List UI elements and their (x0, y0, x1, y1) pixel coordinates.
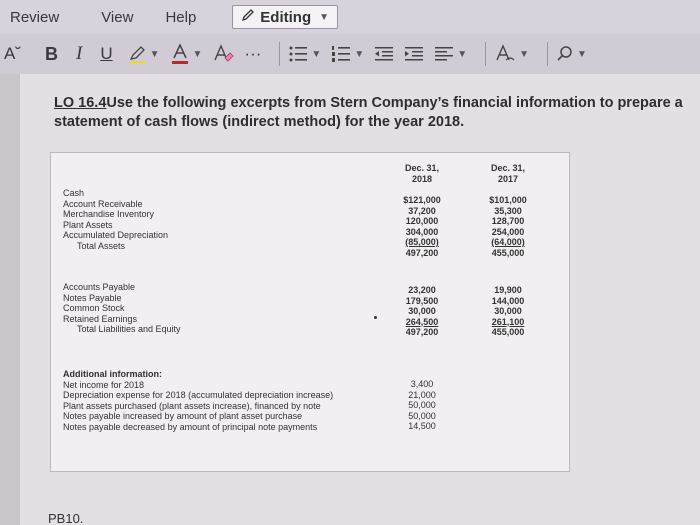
chevron-down-icon: ▼ (311, 48, 322, 60)
decrease-indent-icon (374, 45, 394, 63)
numbering-button[interactable] (331, 40, 364, 68)
problem-number: PB10. (48, 511, 84, 525)
problem-heading (54, 94, 684, 132)
more-options-button[interactable]: ··· (244, 44, 262, 63)
underline-button[interactable]: U (100, 44, 113, 63)
list-item: Depreciation expense for 2018 (accumulated depreciation increase) (63, 390, 334, 400)
list-item: Notes payable increased by amount of plant asset purchase (63, 411, 303, 421)
total-cell: 455,000 (491, 327, 525, 337)
menu-view[interactable]: View (101, 8, 134, 26)
formatting-toolbar (0, 34, 700, 74)
table-cell: 144,000 (491, 295, 525, 306)
liabilities-labels (63, 282, 181, 335)
toolbar-divider (485, 42, 486, 66)
table-row-label: Account Receivable (63, 198, 143, 209)
table-row-label: Accounts Payable (63, 282, 136, 292)
increase-indent-icon (404, 45, 424, 63)
table-cell: 23,200 (408, 285, 436, 295)
chevron-down-icon: ▼ (354, 48, 365, 60)
additional-info-labels (63, 369, 333, 432)
table-cell: 254,000 (491, 226, 525, 237)
chevron-down-icon: ▼ (192, 48, 203, 60)
column-header-2018-line2: 2018 (411, 174, 433, 184)
table-cell: 30,000 (494, 306, 522, 316)
table-row-label: Merchandise Inventory (63, 209, 155, 219)
italic-button[interactable]: I (76, 43, 83, 64)
column-header-2017 (479, 163, 537, 185)
chevron-down-icon: ▼ (519, 48, 530, 60)
alignment-button[interactable] (434, 40, 467, 68)
list-item-value: 21,000 (408, 389, 436, 400)
highlight-button[interactable] (127, 40, 160, 68)
chevron-down-icon: ▼ (319, 11, 330, 23)
financial-data-image (50, 152, 570, 472)
clear-formatting-button[interactable] (212, 40, 234, 68)
editing-label: Editing (260, 8, 312, 26)
column-header-2017-line1: Dec. 31, (490, 163, 526, 173)
table-cell: (64,000) (491, 237, 525, 247)
align-left-icon (434, 45, 454, 63)
search-icon (556, 45, 574, 63)
total-cell: 497,200 (405, 247, 439, 258)
total-cell: 497,200 (405, 327, 439, 337)
column-header-2018-line1: Dec. 31, (404, 163, 440, 173)
table-cell: (85,000) (405, 237, 439, 247)
table-cell: 304,000 (405, 226, 439, 237)
font-size-button[interactable]: A˘ (4, 44, 21, 63)
bullets-button[interactable] (288, 40, 321, 68)
table-cell: 37,200 (408, 205, 436, 216)
toolbar-divider (279, 42, 280, 66)
editing-mode-button[interactable] (232, 5, 338, 29)
table-row-label: Accumulated Depreciation (63, 230, 169, 240)
total-row-label: Total Liabilities and Equity (77, 324, 181, 334)
table-cell: 35,300 (494, 205, 522, 216)
menu-review[interactable]: Review (10, 8, 60, 26)
liabilities-values-2017 (479, 285, 537, 338)
table-row-label: Common Stock (63, 303, 125, 313)
numbered-list-icon (331, 45, 351, 63)
problem-instructions: Use the following excerpts from Stern Company’s financial information to prepare a statement of cash flows (indirect method) for the year 2018. (54, 95, 683, 130)
list-item-value: 50,000 (408, 410, 436, 421)
table-cell: 19,900 (494, 285, 522, 295)
chevron-down-icon: ▼ (577, 48, 587, 60)
table-row-label: Notes Payable (63, 292, 122, 303)
stray-dot (374, 316, 377, 319)
additional-info-title: Additional information: (63, 369, 162, 379)
find-button[interactable] (556, 40, 587, 68)
increase-indent-button[interactable] (404, 40, 424, 68)
assets-values-2018 (395, 195, 449, 258)
table-cell: 264,500 (405, 316, 439, 327)
toolbar-divider (547, 42, 548, 66)
font-color-button[interactable] (170, 40, 203, 68)
chevron-down-icon: ▼ (457, 48, 468, 60)
bulleted-list-icon (288, 45, 308, 63)
table-row-label: Cash (63, 188, 85, 198)
font-color-icon (170, 43, 190, 65)
total-cell: 455,000 (491, 247, 525, 258)
assets-values-2017 (479, 195, 537, 258)
styles-button[interactable] (494, 40, 529, 68)
document-page[interactable] (20, 74, 700, 525)
menu-help[interactable]: Help (165, 8, 197, 26)
list-item-value: 3,400 (410, 379, 434, 389)
assets-labels (63, 188, 168, 251)
list-item-value: 50,000 (408, 400, 436, 410)
styles-icon (494, 44, 516, 64)
pencil-icon (241, 8, 255, 26)
table-cell: 261,100 (491, 316, 525, 327)
table-cell: 30,000 (408, 306, 436, 316)
clear-format-icon (212, 44, 234, 64)
table-row-label: Retained Earnings (63, 313, 138, 324)
column-header-2018 (395, 163, 449, 185)
decrease-indent-button[interactable] (374, 40, 394, 68)
list-item-value: 14,500 (408, 421, 436, 431)
table-cell: 120,000 (405, 216, 439, 226)
liabilities-values-2018 (395, 285, 449, 338)
additional-info-values (395, 379, 449, 432)
list-item: Plant assets purchased (plant assets increase), financed by note (63, 400, 321, 411)
menu-bar (0, 0, 700, 34)
list-item: Notes payable decreased by amount of principal note payments (63, 421, 318, 432)
bold-button[interactable]: B (45, 43, 58, 64)
total-row-label: Total Assets (77, 240, 126, 251)
table-cell: $121,000 (403, 195, 441, 205)
column-header-2017-line2: 2017 (497, 174, 519, 184)
table-cell: 128,700 (491, 216, 525, 226)
list-item: Net income for 2018 (63, 379, 145, 390)
highlighter-icon (127, 44, 147, 64)
table-cell: $101,000 (489, 195, 527, 205)
learning-objective-link[interactable]: LO 16.4 (54, 95, 107, 111)
table-row-label: Plant Assets (63, 219, 113, 230)
table-cell: 179,500 (405, 295, 439, 306)
chevron-down-icon: ▼ (149, 48, 160, 60)
